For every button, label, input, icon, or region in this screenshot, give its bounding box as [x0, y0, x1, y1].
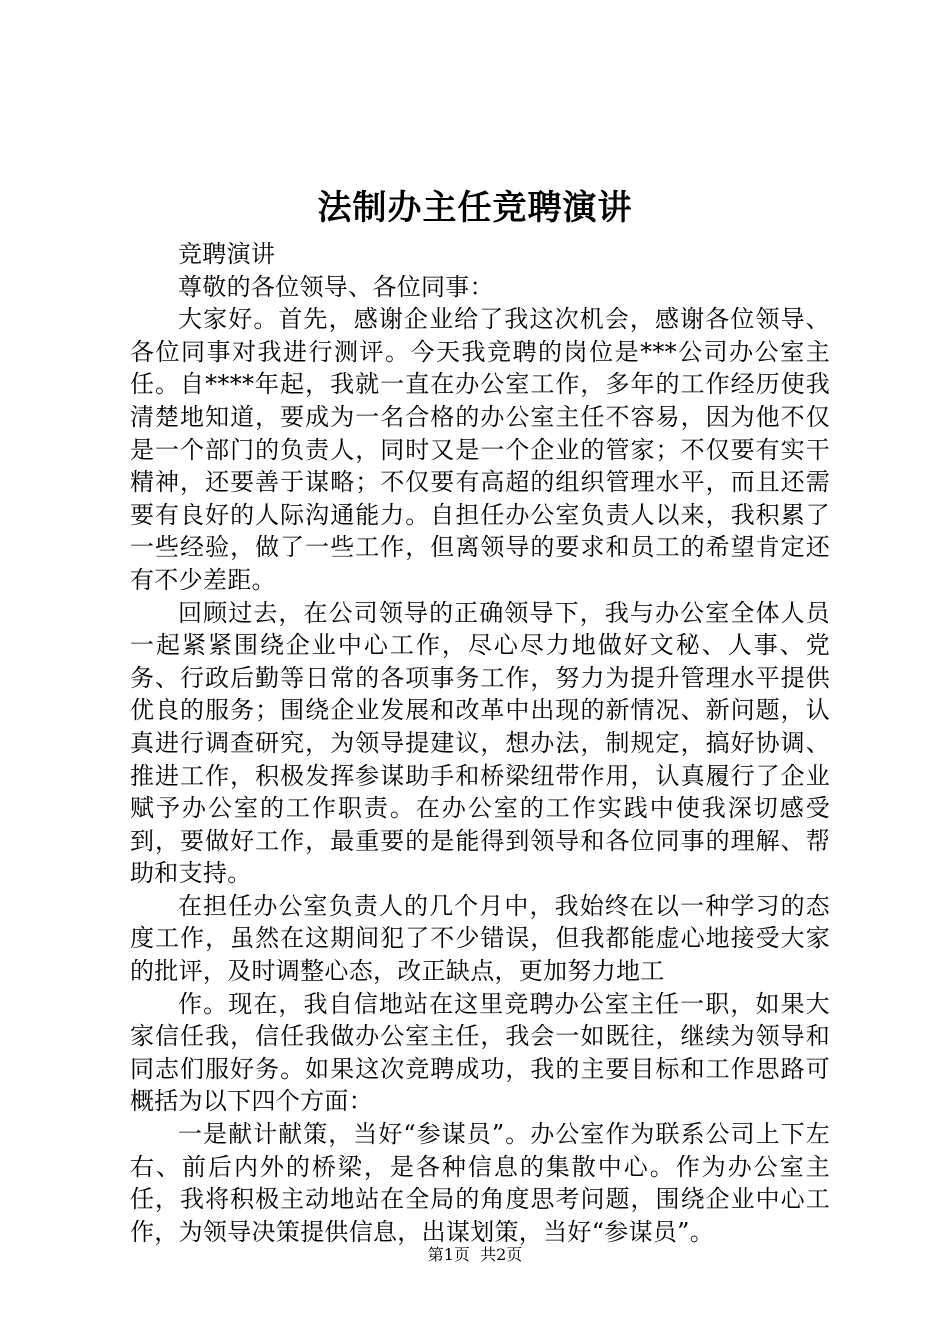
paragraph-heading: 竞聘演讲 — [178, 240, 276, 268]
paragraph-intro: 大家好。首先，感谢企业给了我这次机会，感谢各位领导、各位同事对我进行测评。今天我竞聘的岗位是***公司办公室主任。自****年起，我就一直在办公室工作，多年的工作经历使我清楚地知道，要成为一名合格的办公室主任不容易，因为他不仅是一个部门的负责人，同时又是一个企业的管家；不仅要有实干精神，还要善于谋略；不仅要有高超的组织管理水平，而且还需要有良好的人际沟通能力。自担任办公室负责人以来，我积累了一些经验，做了一些工作，但离领导的要求和员工的希望肯定还有不少差距。 — [130, 305, 830, 594]
page-number: 第1页 — [427, 1245, 470, 1264]
page-total: 共2页 — [480, 1245, 523, 1264]
page-footer — [0, 1244, 950, 1266]
paragraph-point-one: 一是献计献策，当好“参谋员”。办公室作为联系公司上下左右、前后内外的桥梁，是各种信息的集散中心。作为办公室主任，我将积极主动地站在全局的角度思考问题，围绕企业中心工作，为领导决策提供信息，出谋划策，当好“参谋员”。 — [130, 1120, 830, 1246]
paragraph-goals: 作。现在，我自信地站在这里竞聘办公室主任一职，如果大家信任我，信任我做办公室主任，我会一如既往，继续为领导和同志们服好务。如果这次竞聘成功，我的主要目标和工作思路可概括为以下四个方面： — [130, 989, 830, 1116]
paragraph-salutation: 尊敬的各位领导、各位同事： — [178, 272, 494, 301]
paragraph-experience: 在担任办公室负责人的几个月中，我始终在以一种学习的态度工作，虽然在这期间犯了不少错误，但我都能虚心地接受大家的批评，及时调整心态，改正缺点，更加努力地工 — [130, 891, 830, 986]
document-body — [130, 238, 830, 1248]
paragraph-review: 回顾过去，在公司领导的正确领导下，我与办公室全体人员一起紧紧围绕企业中心工作，尽心尽力地做好文秘、人事、党务、行政后勤等日常的各项事务工作，努力为提升管理水平提供优良的服务；围绕企业发展和改革中出现的新情况、新问题，认真进行调查研究，为领导提建议，想办法，制规定，搞好协调、推进工作，积极发挥参谋助手和桥梁纽带作用，认真履行了企业赋予办公室的工作职责。在办公室的工作实践中使我深切感受到，要做好工作，最重要的是能得到领导和各位同事的理解、帮助和支持。 — [130, 598, 830, 888]
document-title: 法制办主任竞聘演讲 — [317, 188, 633, 228]
